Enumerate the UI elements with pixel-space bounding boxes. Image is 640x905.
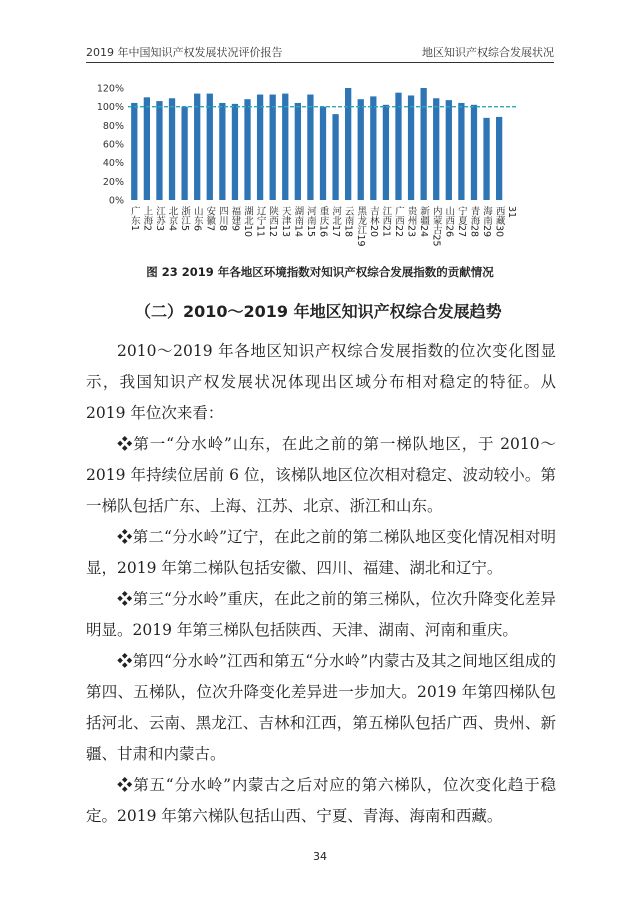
chart-bar bbox=[194, 94, 200, 200]
chart-bar bbox=[433, 98, 439, 200]
chart-bar bbox=[446, 100, 452, 200]
chart-bar bbox=[421, 88, 427, 200]
paragraph-2: ❖第一“分水岭”山东，在此之前的第一梯队地区，于 2010～2019 年持续位居前 6 位，该梯队地区位次相对稳定、波动较小。第一梯队包括广东、上海、江苏、北京、浙江和山东。 bbox=[86, 435, 556, 515]
chart-bar bbox=[232, 104, 238, 200]
chart-bar bbox=[270, 95, 276, 200]
section-title: （二）2010～2019 年地区知识产权综合发展趋势 bbox=[135, 302, 502, 321]
x-tick-label: 31 bbox=[506, 206, 518, 219]
chart-bar bbox=[395, 93, 401, 200]
y-tick-label: 20% bbox=[102, 176, 124, 188]
chart-bar bbox=[156, 101, 162, 200]
page-header-right: 地区知识产权综合发展状况 bbox=[422, 46, 554, 59]
figure-caption: 图 23 2019 年各地区环境指数对知识产权综合发展指数的贡献情况 bbox=[146, 265, 494, 279]
x-tick-label: 辽宁11 bbox=[254, 206, 266, 238]
x-tick-label: 北京4 bbox=[166, 206, 178, 232]
chart-bar bbox=[358, 99, 364, 200]
chart-bar bbox=[257, 95, 263, 200]
y-tick-label: 100% bbox=[96, 102, 124, 114]
x-tick-label: 吉林20 bbox=[367, 206, 379, 238]
x-tick-label: 上海2 bbox=[141, 206, 153, 232]
paragraph-3: ❖第二“分水岭”辽宁，在此之前的第二梯队地区变化情况相对明显，2019 年第二梯队包括安徽、四川、福建、湖北和辽宁。 bbox=[86, 528, 556, 577]
page-number: 34 bbox=[313, 850, 327, 863]
chart-bar bbox=[320, 107, 326, 200]
x-tick-label: 江西21 bbox=[380, 206, 392, 238]
x-tick-label: 河北17 bbox=[330, 206, 342, 238]
chart-bar bbox=[471, 105, 477, 200]
x-tick-label: 内蒙古25 bbox=[430, 206, 442, 247]
paragraph-4: ❖第三“分水岭”重庆，在此之前的第三梯队，位次升降变化差异明显。2019 年第三梯队包括陕西、天津、湖南、河南和重庆。 bbox=[86, 590, 556, 639]
x-tick-label: 云南18 bbox=[342, 206, 354, 238]
header-rule bbox=[86, 62, 554, 63]
x-tick-label: 新疆24 bbox=[418, 206, 430, 238]
chart-bar bbox=[383, 105, 389, 200]
x-tick-label: 海南29 bbox=[481, 206, 493, 238]
y-tick-label: 0% bbox=[108, 195, 124, 207]
x-tick-label: 宁夏27 bbox=[455, 206, 467, 238]
y-tick-label: 80% bbox=[102, 120, 124, 132]
y-tick-label: 60% bbox=[102, 139, 124, 151]
x-tick-label: 西藏30 bbox=[493, 206, 505, 238]
x-tick-label: 陕西12 bbox=[267, 206, 279, 238]
chart-bar bbox=[144, 97, 150, 200]
x-tick-label: 贵州23 bbox=[405, 206, 417, 238]
x-tick-label: 安徽7 bbox=[204, 206, 216, 232]
chart-bar bbox=[345, 88, 351, 200]
chart-bar bbox=[169, 98, 175, 200]
chart-bar bbox=[458, 103, 464, 200]
chart-bar bbox=[181, 107, 187, 200]
x-tick-label: 湖北10 bbox=[242, 206, 254, 238]
chart-bar bbox=[307, 95, 313, 200]
chart-bar bbox=[483, 118, 489, 200]
chart-bar bbox=[244, 99, 250, 200]
x-tick-label: 福建9 bbox=[229, 206, 241, 232]
chart-bar bbox=[332, 114, 338, 200]
x-tick-label: 青海28 bbox=[468, 206, 480, 238]
y-tick-label: 120% bbox=[96, 83, 124, 95]
chart-bar bbox=[370, 96, 376, 200]
chart-bar bbox=[207, 94, 213, 200]
chart-bar bbox=[282, 94, 288, 200]
paragraph-1: 2010～2019 年各地区知识产权综合发展指数的位次变化图显示，我国知识产权发展状况体现出区域分布相对稳定的特征。从 2019 年位次来看： bbox=[86, 342, 556, 422]
x-tick-label: 重庆16 bbox=[317, 206, 329, 238]
chart-bar bbox=[131, 103, 137, 200]
chart-bar bbox=[295, 103, 301, 200]
x-tick-label: 广西22 bbox=[392, 206, 404, 238]
paragraph-5: ❖第四“分水岭”江西和第五“分水岭”内蒙古及其之间地区组成的第四、五梯队，位次升降变化差异进一步加大。2019 年第四梯队包括河北、云南、黑龙江、吉林和江西，第五梯队包括广西、贵州、新疆、甘肃和内蒙古。 bbox=[86, 652, 556, 763]
x-tick-label: 山西26 bbox=[443, 206, 455, 238]
x-tick-label: 天津13 bbox=[279, 206, 291, 238]
chart-bar bbox=[408, 95, 414, 200]
x-tick-label: 四川8 bbox=[216, 206, 228, 232]
x-tick-label: 黑龙江19 bbox=[355, 206, 367, 247]
x-tick-label: 江苏3 bbox=[153, 206, 165, 232]
x-tick-label: 山东6 bbox=[191, 206, 203, 232]
chart-bar bbox=[219, 103, 225, 200]
x-tick-label: 广东1 bbox=[128, 206, 140, 232]
chart-bar bbox=[496, 117, 502, 200]
x-tick-label: 河南15 bbox=[304, 206, 316, 238]
paragraph-6: ❖第五“分水岭”内蒙古之后对应的第六梯队，位次变化趋于稳定。2019 年第六梯队包括山西、宁夏、青海、海南和西藏。 bbox=[86, 776, 556, 825]
y-tick-label: 40% bbox=[102, 158, 124, 170]
x-tick-label: 湖南14 bbox=[292, 206, 304, 238]
x-tick-label: 浙江5 bbox=[179, 206, 191, 232]
contribution-bar-chart bbox=[86, 80, 536, 258]
page-header-left: 2019 年中国知识产权发展状况评价报告 bbox=[86, 46, 283, 59]
